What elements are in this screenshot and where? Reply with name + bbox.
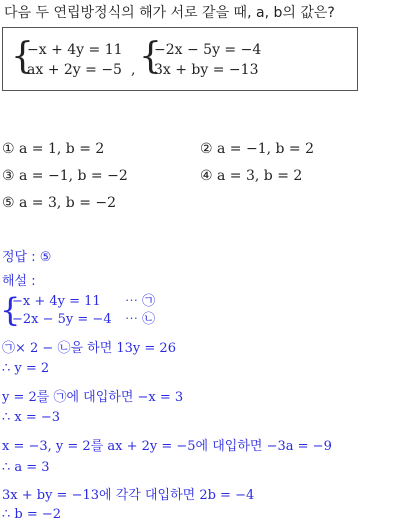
solution-brace-icon: { <box>0 291 21 329</box>
right-brace-icon: { <box>139 36 162 77</box>
equation-system-box <box>2 27 358 91</box>
solution-step-2: ∴ y = 2 <box>2 361 50 376</box>
solution-step-5: x = −3, y = 2를 ax + 2y = −5에 대입하면 −3a = −9 <box>2 439 332 454</box>
left-equation-2: ax + 2y = −5 <box>27 62 122 78</box>
choice-1[interactable]: ① a = 1, b = 2 <box>2 141 105 157</box>
solution-step-1: ㉠× 2 − ㉡을 하면 13y = 26 <box>2 341 176 356</box>
choice-3[interactable]: ③ a = −1, b = −2 <box>2 168 128 184</box>
solution-step-6: ∴ a = 3 <box>2 460 50 475</box>
solution-step-8: ∴ b = −2 <box>2 507 62 522</box>
answer-line: 정답 : ⑤ <box>2 250 52 265</box>
right-equation-2: 3x + by = −13 <box>154 62 259 78</box>
solution-step-7: 3x + by = −13에 각각 대입하면 2b = −4 <box>2 488 255 503</box>
choice-5[interactable]: ⑤ a = 3, b = −2 <box>2 195 117 211</box>
right-equation-1: −2x − 5y = −4 <box>154 42 262 58</box>
choice-2[interactable]: ② a = −1, b = 2 <box>200 141 315 157</box>
solution-step-3: y = 2를 ㉠에 대입하면 −x = 3 <box>2 390 184 405</box>
pair-equation-1: −x + 4y = 11 <box>12 294 101 309</box>
solution-equation-pair <box>0 292 200 332</box>
solution-heading: 해설 : <box>2 274 36 289</box>
choice-4[interactable]: ④ a = 3, b = 2 <box>200 168 303 184</box>
system-separator: , <box>131 62 136 78</box>
left-brace-icon: { <box>11 36 34 77</box>
question-text: 다음 두 연립방정식의 해가 서로 같을 때, a, b의 값은? <box>4 5 335 21</box>
solution-step-4: ∴ x = −3 <box>2 410 61 425</box>
pair-tag-1: ⋯ ㉠ <box>125 294 156 309</box>
pair-equation-2: −2x − 5y = −4 <box>12 312 112 327</box>
pair-tag-2: ⋯ ㉡ <box>125 312 156 327</box>
left-equation-1: −x + 4y = 11 <box>27 42 123 58</box>
